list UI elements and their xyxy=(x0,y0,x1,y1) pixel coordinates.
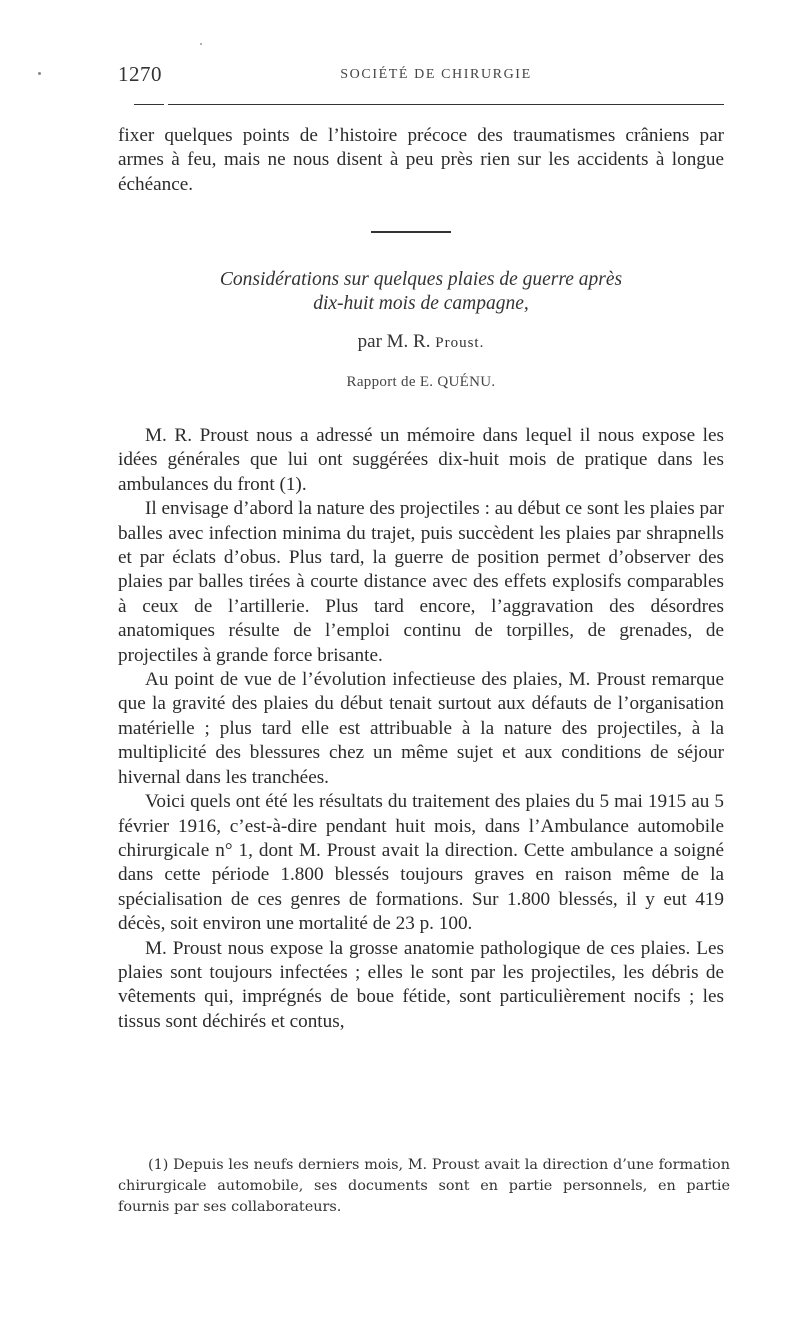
page-number: 1270 xyxy=(118,62,162,86)
section-divider xyxy=(371,231,451,233)
header-rule-short xyxy=(134,104,164,105)
article-title-line: Considérations sur quelques plaies de guerre après xyxy=(219,269,623,290)
author-prefix: par M. R. xyxy=(357,331,436,352)
paragraph: Il envisage d’abord la nature des projectiles : au début ce sont les plaies par balles avec infection minima du trajet, puis succèdent les plaies par shrapnells et par éclats d’obus. Plus tard, la guerre de position permet d’observer des plaies par balles tirées à courte distance avec des effets explosifs comparables à ceux de l’artillerie. Plus tard encore, l’aggravation des désordres anatomiques résulte de l’emploi continu de torpilles, de grenades, de projectiles à grande force brisante. xyxy=(118,498,724,666)
article-title-line: dix-huit mois de campagne, xyxy=(313,293,529,314)
running-title: SOCIÉTÉ DE CHIRURGIE xyxy=(340,67,532,82)
margin-mark xyxy=(200,43,202,45)
paragraph: Au point de vue de l’évolution infectieuse des plaies, M. Proust remarque que la gravité des plaies du début tenait surtout aux défauts de l’organisation matérielle ; plus tard elle est attribuable à la nature des projectiles, à la multiplicité des blessures chez un même sujet et aux conditions de séjour hivernal dans les tranchées. xyxy=(118,669,724,788)
paragraph: M. R. Proust nous a adressé un mémoire dans lequel il nous expose les idées générales que lui ont suggérées dix-huit mois de pratique dans les ambulances du front (1). xyxy=(118,425,724,495)
paragraph: Voici quels ont été les résultats du traitement des plaies du 5 mai 1915 au 5 février 1916, c’est-à-dire pendant huit mois, dans l’Ambulance automobile chirurgicale n° 1, dont M. Proust avait la direction. Cette ambulance a soigné dans cette période 1.800 blessés toujours graves en raison même de la spécialisation de ces genres de formations. Sur 1.800 blessés, il y eut 419 décès, soit environ une mortalité de 23 p. 100. xyxy=(118,791,724,935)
margin-mark xyxy=(38,72,41,75)
footnote-text: (1) Depuis les neufs derniers mois, M. Proust avait la direction d’une formation chirurgicale automobile, ses documents sont en partie personnels, en partie fournis par ses collaborateurs. xyxy=(118,1157,730,1215)
running-head xyxy=(118,62,724,88)
paragraph: fixer quelques points de l’histoire précoce des traumatismes crâniens par armes à feu, mais ne nous disent à peu près rien sur les accidents à longue échéance. xyxy=(118,125,724,195)
paragraph: M. Proust nous expose la grosse anatomie pathologique de ces plaies. Les plaies sont toujours infectées ; elles le sont par les projectiles, les débris de vêtements qui, imprégnés de boue fétide, sont particulièrement nocifs ; les tissus sont déchirés et contus, xyxy=(118,937,724,1032)
report-attribution: Rapport de E. QUÉNU. xyxy=(346,374,496,390)
continuation-text xyxy=(118,124,724,197)
author-name: Proust. xyxy=(435,335,485,351)
article-author xyxy=(118,331,724,353)
article-body xyxy=(118,424,724,1034)
article-title xyxy=(118,268,724,316)
header-rule-long xyxy=(168,104,724,105)
footnote xyxy=(118,1155,730,1218)
